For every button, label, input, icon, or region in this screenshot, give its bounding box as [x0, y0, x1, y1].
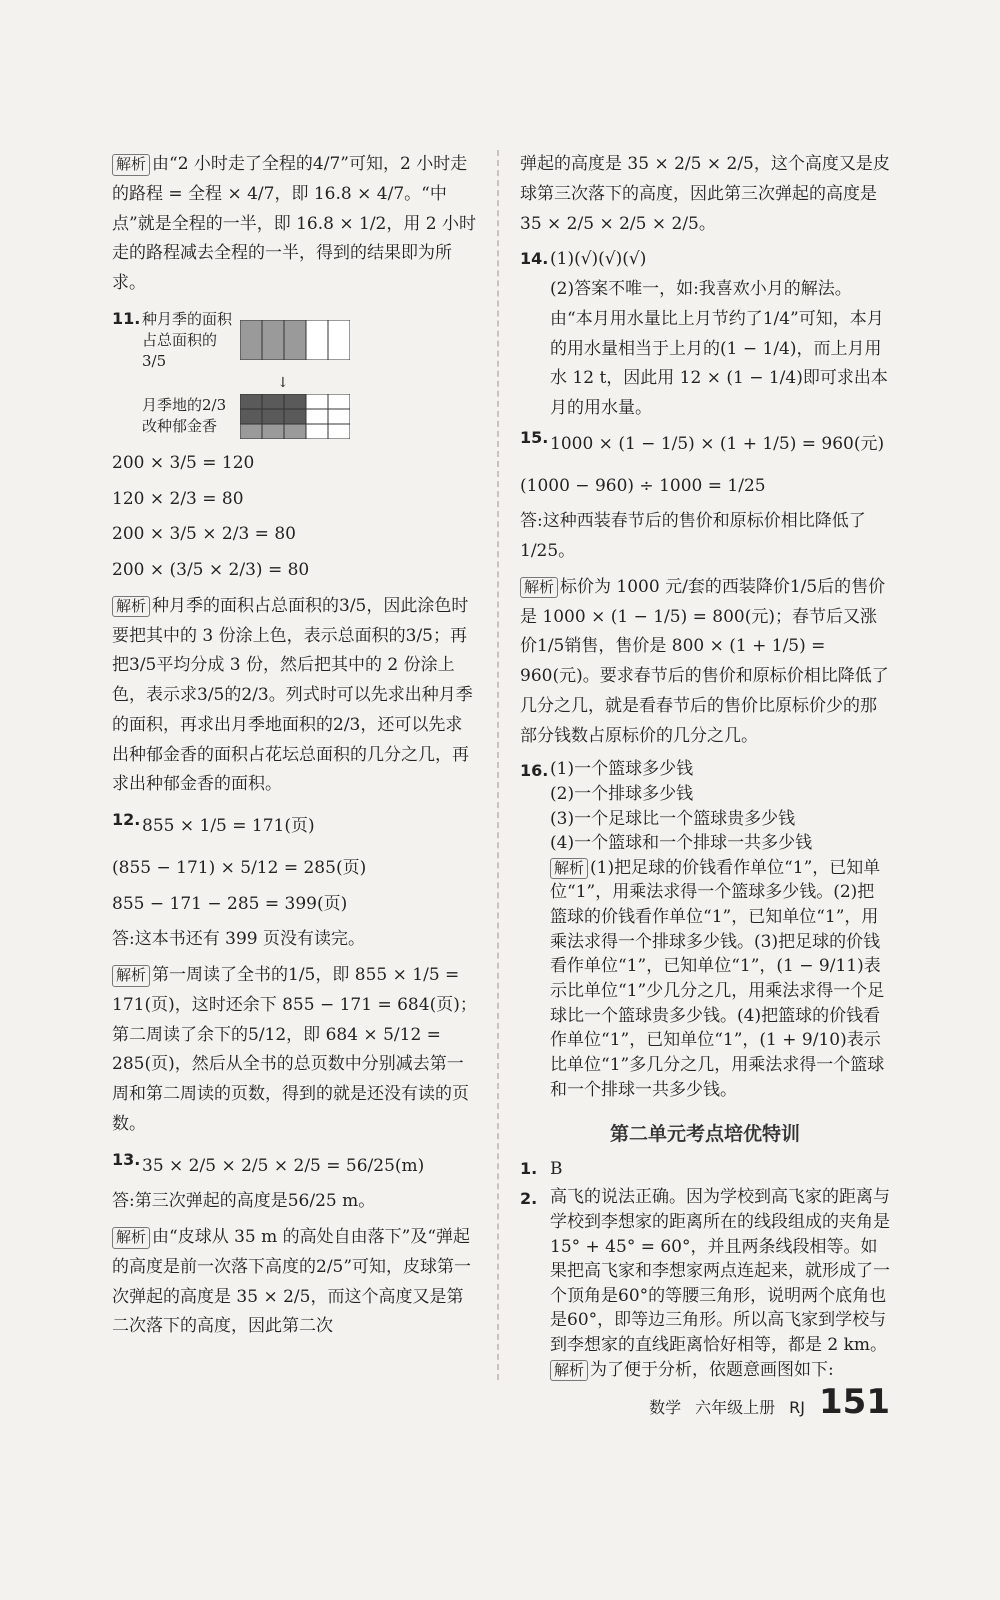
q15-explanation-text: 标价为 1000 元/套的西装降价1/5后的售价是 1000 × (1 − 1/5) = 800(元)；春节后又涨价1/5销售，售价是 800 × (1 + 1/5) = 960(元)。要求春节后的售价和原标价相比降低了几分之几，就是看春节后的售价比原标价少的那部分钱数占原标价的几分之几。: [520, 576, 889, 746]
q16-part-1: (1)一个篮球多少钱: [550, 759, 694, 780]
left-column: [112, 150, 478, 1348]
q12-formula-2: (855 − 171) × 5/12 = 285(页): [112, 857, 367, 878]
q12-formula-1: 855 × 1/5 = 171(页): [142, 816, 315, 836]
grid-diagram-b: [240, 394, 350, 439]
analysis-tag: 解析: [112, 596, 150, 618]
question-number: 1.: [520, 1159, 538, 1179]
question-number: 11.: [112, 308, 141, 328]
section-title: 第二单元考点培优特训: [609, 1123, 800, 1146]
question-11: [112, 305, 478, 443]
question-12: [112, 806, 478, 848]
section-question-2: [520, 1185, 890, 1382]
question-16: [520, 757, 890, 1108]
analysis-tag: 解析: [112, 1227, 150, 1249]
grid-figure-b: [142, 394, 478, 439]
footer-edition: RJ: [789, 1398, 806, 1417]
q12-explanation: [112, 961, 478, 1140]
q16-part-4: (4)一个篮球和一个排球一共多少钱: [550, 833, 813, 854]
down-arrow-icon: ↓: [277, 374, 289, 391]
q13-continued: 弹起的高度是 35 × 2/5 × 2/5，这个高度又是皮球第三次落下的高度，因此第三次弹起的高度是 35 × 2/5 × 2/5 × 2/5。: [520, 154, 890, 234]
q12-explanation-text: 第一周读了全书的1/5，即 855 × 1/5 = 171(页)，这时还余下 855 − 171 = 684(页)；第二周读了余下的5/12，即 684 × 5/12 = 285(页)，然后从全书的总页数中分别减去第一周和第二周读的页数，得到的就是还没有读的页数。: [112, 965, 477, 1134]
q15-explanation: [520, 573, 890, 752]
q15-formula-1: 1000 × (1 − 1/5) × (1 + 1/5) = 960(元): [550, 433, 885, 454]
q15-answer: 答:这种西装春节后的售价和原标价相比降低了1/25。: [520, 511, 866, 561]
analysis-tag: 解析: [520, 577, 558, 599]
q11-formula-4: 200 × (3/5 × 2/3) = 80: [112, 560, 310, 580]
footer-subject: 数学: [649, 1398, 682, 1417]
q13-explanation-text: 由“皮球从 35 m 的高处自由落下”及“弹起的高度是前一次落下高度的2/5”可知，皮球第一次弹起的高度是 35 × 2/5，而这个高度又是第二次落下的高度，因此第二次: [112, 1227, 472, 1337]
intro-explanation: [112, 150, 478, 299]
q13-formula-1: 35 × 2/5 × 2/5 × 2/5 = 56/25(m): [142, 1155, 425, 1176]
q11-formula-2: 120 × 2/3 = 80: [112, 488, 244, 509]
q12-formula-3: 855 − 171 − 285 = 399(页): [112, 893, 348, 914]
q15-formula-2: (1000 − 960) ÷ 1000 = 1/25: [520, 475, 766, 496]
page-footer: [560, 1382, 890, 1422]
footer-grade: 六年级上册: [695, 1398, 776, 1417]
question-number: 12.: [112, 810, 141, 829]
column-divider: [497, 150, 499, 1380]
section-q2-explanation: [550, 1358, 890, 1383]
right-column: [520, 150, 890, 1382]
analysis-tag: 解析: [550, 858, 588, 880]
question-number: 16.: [520, 761, 549, 781]
grid-diagram-a: [240, 320, 350, 360]
q13-explanation: [112, 1223, 478, 1342]
question-15: [520, 424, 890, 466]
question-number: 14.: [520, 249, 549, 269]
q11-formula-1: 200 × 3/5 = 120: [112, 452, 255, 473]
q13-answer: 答:第三次弹起的高度是56/25 m。: [112, 1191, 376, 1212]
q16-explanation: [550, 856, 890, 1102]
section-q2-explanation-text: 为了便于分析，依题意画图如下:: [590, 1359, 834, 1380]
q11-explanation: [112, 592, 478, 800]
q16-explanation-text: (1)把足球的价钱看作单位“1”，已知单位“1”，用乘法求得一个篮球多少钱。(2)把篮球的价钱看作单位“1”，已知单位“1”，用乘法求得一个排球多少钱。(3)把足球的价钱看作单位“1”，已知单位“1”，(1 − 9/11)表示比单位“1”少几分之几，用乘法求得一个足球比一个篮球贵多少钱。(4)把篮球的价钱看作单位“1”，已知单位“1”，(1 + 9/10)表示比单位“1”多几分之几，用乘法求得一个篮球和一个排球一共多少钱。: [550, 857, 885, 1100]
grid-label-b: 月季地的2/3改种郁金香: [142, 396, 227, 436]
page-number: 151: [819, 1382, 890, 1422]
question-number: 13.: [112, 1149, 141, 1169]
q16-part-2: (2)一个排球多少钱: [550, 783, 694, 804]
section-question-1: [520, 1155, 890, 1185]
q14-part-1: (1)(√)(√)(√): [550, 249, 647, 270]
q11-explanation-text: 种月季的面积占总面积的3/5，因此涂色时要把其中的 3 份涂上色，表示总面积的3/5；再把3/5平均分成 3 份，然后把其中的 2 份涂上色，表示求3/5的2/3。列式时可以先求出种月季的面积，再求出月季地面积的2/3，还可以先求出种郁金香的面积占花坛总面积的几分之几，再求出种郁金香的面积。: [112, 595, 473, 795]
grid-label-a: 种月季的面积占总面积的3/5: [142, 309, 233, 370]
q16-part-3: (3)一个足球比一个篮球贵多少钱: [550, 808, 796, 829]
question-14: [520, 245, 890, 424]
q12-answer: 答:这本书还有 399 页没有读完。: [112, 929, 365, 950]
question-number: 2.: [520, 1189, 538, 1209]
analysis-tag: 解析: [112, 965, 150, 987]
section-q1-answer: B: [550, 1159, 563, 1180]
grid-figure-a: [142, 309, 478, 372]
analysis-tag: 解析: [112, 154, 150, 176]
q14-part-2: (2)答案不唯一，如:我喜欢小月的解法。由“本月用水量比上月节约了1/4”可知，本月的用水量相当于上月的(1 − 1/4)，而上月用水 12 t，因此用 12 × (1 − 1/4)即可求出本月的用水量。: [550, 279, 888, 418]
question-number: 15.: [520, 427, 549, 447]
section-q2-answer: 高飞的说法正确。因为学校到高飞家的距离与学校到李想家的距离所在的线段组成的夹角是15° + 45° = 60°，并且两条线段相等。如果把高飞家和李想家两点连起来，就形成了一个顶角是60°的等腰三角形，说明两个底角也是60°，即等边三角形。所以高飞家到学校与到李想家的直线距离恰好相等，都是 2 km。: [550, 1187, 890, 1356]
intro-text: 由“2 小时走了全程的4/7”可知，2 小时走的路程 = 全程 × 4/7，即 16.8 × 4/7。“中点”就是全程的一半，即 16.8 × 1/2，用 2 小时走的路程减去全程的一半，得到的结果即为所求。: [112, 154, 476, 293]
analysis-tag: 解析: [550, 1360, 588, 1382]
question-13: [112, 1146, 478, 1188]
q11-formula-3: 200 × 3/5 × 2/3 = 80: [112, 524, 296, 545]
